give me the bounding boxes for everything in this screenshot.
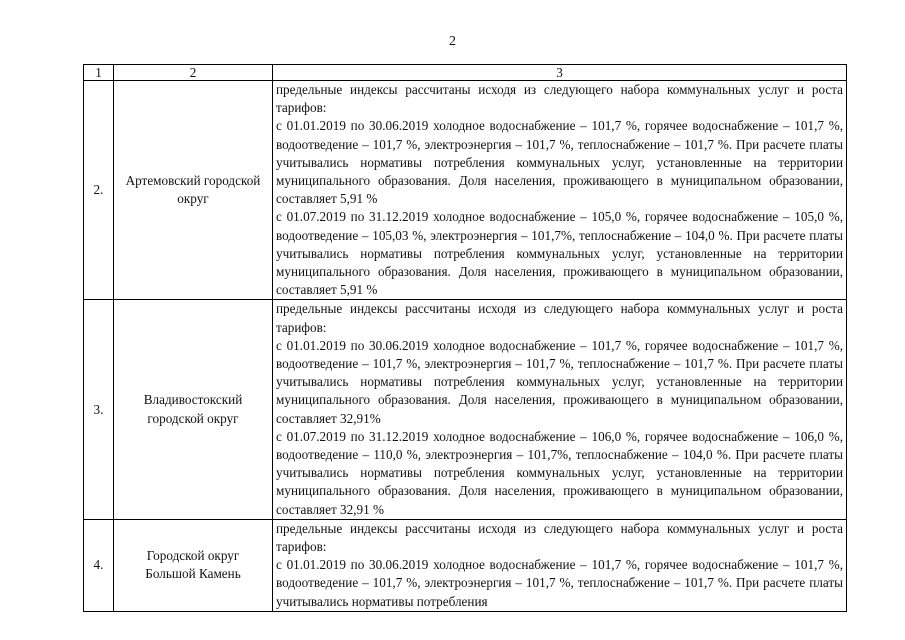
municipality-name: Городской округ Большой Камень: [114, 519, 273, 611]
tariff-description: [273, 519, 847, 611]
page-number: 2: [449, 34, 456, 49]
municipality-name: Владивостокский городской округ: [114, 300, 273, 519]
tariff-paragraph: с 01.01.2019 по 30.06.2019 холодное водоснабжение – 101,7 %, горячее водоснабжение – 101,7 %, водоотведение – 101,7 %, электроэнергия – 101,7 %, теплоснабжение – 101,7 %. При расчете платы учитывались нормативы потребления коммунальных услуг, установленные на территории муниципального образования. Доля населения, проживающего в муниципальном образовании, составляет 32,91%: [276, 337, 843, 426]
tariff-paragraph: с 01.07.2019 по 31.12.2019 холодное водоснабжение – 106,0 %, горячее водоснабжение – 106,0 %, водоотведение – 110,0 %, электроэнергия – 101,7%, теплоснабжение – 104,0 %. При расчете платы учитывались нормативы потребления коммунальных услуг, установленные на территории муниципального образования. Доля населения, проживающего в муниципальном образовании, составляет 32,91 %: [276, 428, 843, 517]
table-row: [84, 300, 847, 519]
table-row: [84, 519, 847, 611]
tariff-paragraph: предельные индексы рассчитаны исходя из следующего набора коммунальных услуг и роста тарифов:: [276, 82, 843, 116]
tariff-paragraph: с 01.01.2019 по 30.06.2019 холодное водоснабжение – 101,7 %, горячее водоснабжение – 101,7 %, водоотведение – 101,7 %, электроэнергия – 101,7 %, теплоснабжение – 101,7 %. При расчете платы учитывались нормативы потребления коммунальных услуг, установленные на территории муниципального образования. Доля населения, проживающего в муниципальном образовании, составляет 5,91 %: [276, 118, 843, 207]
row-number: 3.: [84, 300, 114, 519]
tariff-table: [83, 64, 847, 612]
table-header-row: [84, 65, 847, 81]
tariff-paragraph: с 01.01.2019 по 30.06.2019 холодное водоснабжение – 101,7 %, горячее водоснабжение – 101,7 %, водоотведение – 101,7 %, электроэнергия – 101,7 %, теплоснабжение – 101,7 %. При расчете платы учитывались нормативы потребления: [276, 557, 843, 609]
tariff-description: [273, 81, 847, 300]
table-row: [84, 81, 847, 300]
row-number: 4.: [84, 519, 114, 611]
row-number: 2.: [84, 81, 114, 300]
tariff-paragraph: предельные индексы рассчитаны исходя из следующего набора коммунальных услуг и роста тарифов:: [276, 520, 843, 555]
column-header-1: 1: [84, 65, 114, 81]
column-header-3: 3: [273, 65, 847, 81]
column-header-2: 2: [114, 65, 273, 81]
tariff-paragraph: предельные индексы рассчитаны исходя из следующего набора коммунальных услуг и роста тарифов:: [276, 301, 843, 335]
tariff-description: [273, 300, 847, 519]
municipality-name: Артемовский городской округ: [114, 81, 273, 300]
tariff-paragraph: с 01.07.2019 по 31.12.2019 холодное водоснабжение – 105,0 %, горячее водоснабжение – 105,0 %, водоотведение – 105,03 %, электроэнергия – 101,7%, теплоснабжение – 104,0 %. При расчете платы учитывались нормативы потребления коммунальных услуг, установленные на территории муниципального образования. Доля населения, проживающего в муниципальном образовании, составляет 5,91 %: [276, 209, 843, 298]
